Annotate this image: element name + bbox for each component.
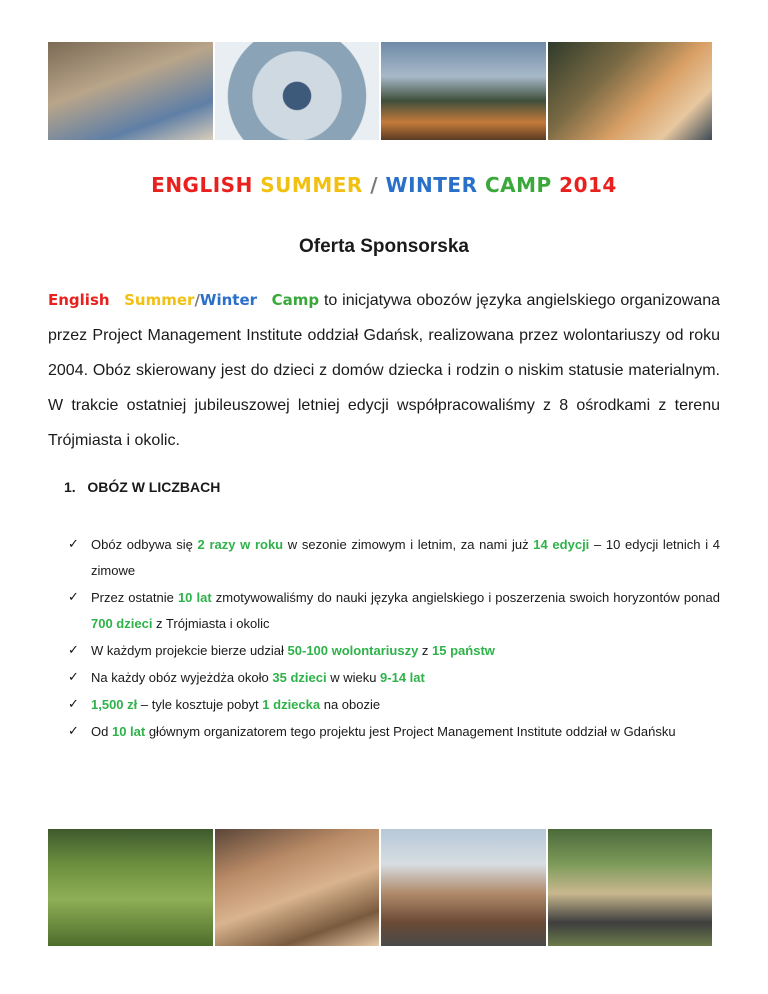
- check-icon: ✓: [68, 643, 79, 658]
- list-item: [68, 532, 720, 584]
- bullet-text: – tyle kosztuje pobyt: [137, 697, 263, 712]
- list-item: [68, 585, 720, 637]
- bullet-text: z Trójmiasta i okolic: [152, 616, 270, 631]
- kids-in-room-photo: [48, 42, 213, 140]
- list-item: [68, 638, 720, 664]
- bullet-highlight: 15 państw: [432, 643, 495, 658]
- kids-with-leis-photo: [548, 42, 713, 140]
- check-icon: ✓: [68, 697, 79, 712]
- camp-title: [0, 173, 768, 197]
- top-photo-strip: [48, 42, 712, 140]
- check-icon: ✓: [68, 724, 79, 739]
- bullet-highlight: 1,500 zł: [91, 697, 138, 712]
- check-icon: ✓: [68, 537, 79, 552]
- list-item: [68, 665, 720, 691]
- page-subtitle: Oferta Sponsorska: [299, 236, 469, 257]
- title-camp: CAMP: [484, 173, 552, 197]
- title-winter: WINTER: [385, 173, 478, 197]
- group-by-cabin-photo: [548, 829, 713, 946]
- intro-brand-slash: /: [194, 291, 200, 309]
- section-heading: [64, 479, 220, 495]
- bullet-text: Od: [91, 724, 112, 739]
- title-year: 2014: [559, 173, 617, 197]
- bullet-highlight: 700 dzieci: [91, 616, 153, 631]
- bullet-text: Przez ostatnie: [91, 590, 178, 605]
- bullet-highlight: 2 razy w roku: [197, 537, 284, 552]
- check-icon: ✓: [68, 670, 79, 685]
- bullet-highlight: 10 lat: [111, 724, 146, 739]
- bullet-highlight: 9-14 lat: [380, 670, 425, 685]
- bullet-text: z: [418, 643, 433, 658]
- list-item: [68, 692, 720, 718]
- intro-brand-summer: Summer: [124, 291, 195, 309]
- kids-lying-photo: [215, 829, 380, 946]
- bullet-highlight: 10 lat: [177, 590, 212, 605]
- bullet-highlight: 35 dzieci: [272, 670, 327, 685]
- list-item: [68, 719, 720, 745]
- stats-list: [68, 532, 720, 746]
- intro-text: to inicjatywa obozów języka angielskiego organizowana przez Project Management Institute oddział Gdańsk, realizowana przez wolontariuszy od roku 2004. Obóz skierowany jest do dzieci z domów dziecka i rodzin o niskim statusie materialnym. W trakcie ostatniej jubileuszowej letniej edycji współpracowaliśmy z 8 ośrodkami z terenu Trójmiasta i okolic.: [48, 292, 720, 449]
- bullet-text: W każdym projekcie bierze udział: [91, 643, 288, 658]
- group-by-lake-photo: [381, 829, 546, 946]
- bullet-text: na obozie: [320, 697, 381, 712]
- bullet-text: w wieku: [326, 670, 381, 685]
- bullet-text: zmotywowaliśmy do nauki języka angielskiego i poszerzenia swoich horyzontów ponad: [211, 590, 720, 605]
- section-title: OBÓZ W LICZBACH: [87, 479, 221, 495]
- intro-brand-english: English: [48, 291, 110, 309]
- check-icon: ✓: [68, 590, 79, 605]
- intro-brand-winter: Winter: [199, 291, 258, 309]
- bullet-text: głównym organizatorem tego projektu jest Project Management Institute oddział w Gdańsku: [145, 724, 676, 739]
- intro-brand-camp: Camp: [271, 291, 320, 309]
- section-number: 1.: [64, 479, 76, 495]
- title-english: ENGLISH: [151, 173, 253, 197]
- bullet-highlight: 1 dziecka: [262, 697, 321, 712]
- intro-paragraph: [48, 283, 720, 458]
- outdoor-class-photo: [48, 829, 213, 946]
- zorb-ball-photo: [215, 42, 380, 140]
- bullet-text: w sezonie zimowym i letnim, za nami już: [283, 537, 534, 552]
- bullet-highlight: 50-100 wolontariuszy: [287, 643, 419, 658]
- bullet-text: Na każdy obóz wyjeżdża około: [91, 670, 273, 685]
- bullet-text: Obóz odbywa się: [91, 537, 198, 552]
- bullet-highlight: 14 edycji: [533, 537, 590, 552]
- title-slash: /: [370, 173, 379, 197]
- campfire-photo: [381, 42, 546, 140]
- title-summer: SUMMER: [260, 173, 363, 197]
- bottom-photo-strip: [48, 829, 712, 946]
- bullet-text: – 10 edycji letnich i 4 zimowe: [91, 537, 720, 578]
